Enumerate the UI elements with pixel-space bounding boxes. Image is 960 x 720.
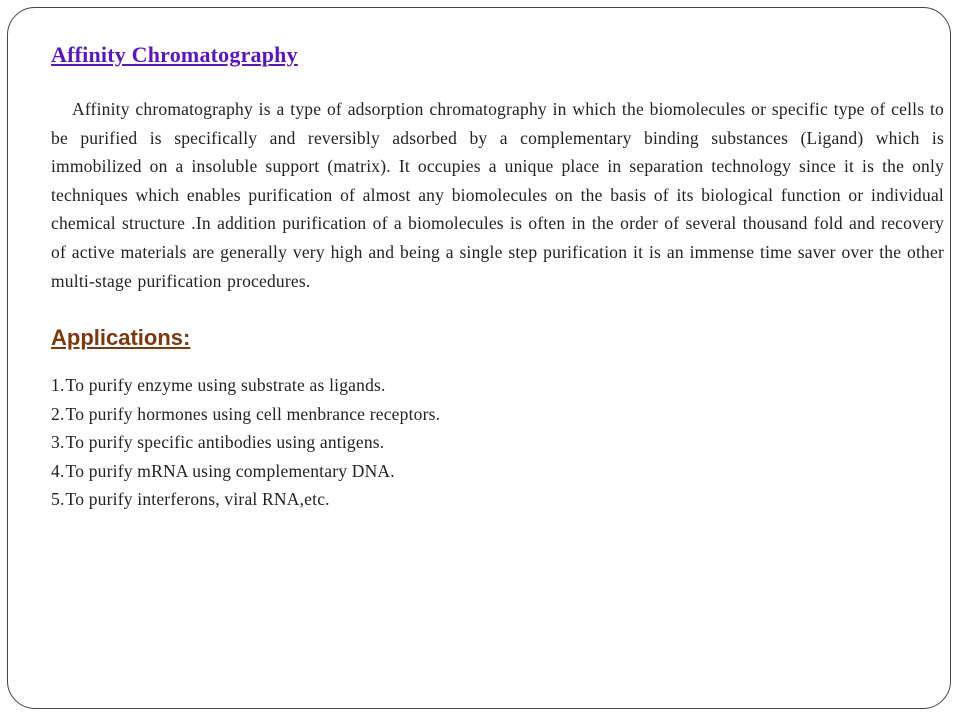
slide-content — [51, 38, 944, 514]
list-item-text: To purify specific antibodies using antigens. — [65, 432, 385, 453]
list-item-number: 1. — [51, 375, 65, 396]
slide-frame — [7, 7, 951, 709]
list-item — [51, 428, 944, 457]
applications-list — [51, 371, 944, 514]
list-item-text: To purify mRNA using complementary DNA. — [65, 460, 395, 481]
list-item-text: To purify hormones using cell menbrance receptors. — [65, 403, 441, 424]
slide-title: Affinity Chromatography — [51, 42, 298, 67]
list-item-number: 5. — [51, 489, 65, 510]
list-item-number: 3. — [51, 432, 65, 453]
description-paragraph: Affinity chromatography is a type of adsorption chromatography in which the biomolecules or specific type of cells to be purified is specifically and reversibly adsorbed by a complementary binding substances (Ligand) which is immobilized on a insoluble support (matrix). It occupies a unique place in separation technology since it is the only techniques which enables purification of almost any biomolecules on the basis of its biological function or individual chemical structure .In addition purification of a biomolecules is often in the order of several thousand fold and recovery of active materials are generally very high and being a single step purification it is an immense time saver over the other multi-stage purification procedures. — [51, 99, 944, 291]
list-item-text: To purify interferons, viral RNA,etc. — [65, 489, 330, 510]
list-item-number: 2. — [51, 403, 65, 424]
list-item — [51, 485, 944, 514]
list-item — [51, 400, 944, 429]
list-item-number: 4. — [51, 460, 65, 481]
list-item — [51, 371, 944, 400]
list-item — [51, 457, 944, 486]
list-item-text: To purify enzyme using substrate as ligands. — [65, 375, 386, 396]
applications-heading: Applications: — [51, 325, 191, 351]
